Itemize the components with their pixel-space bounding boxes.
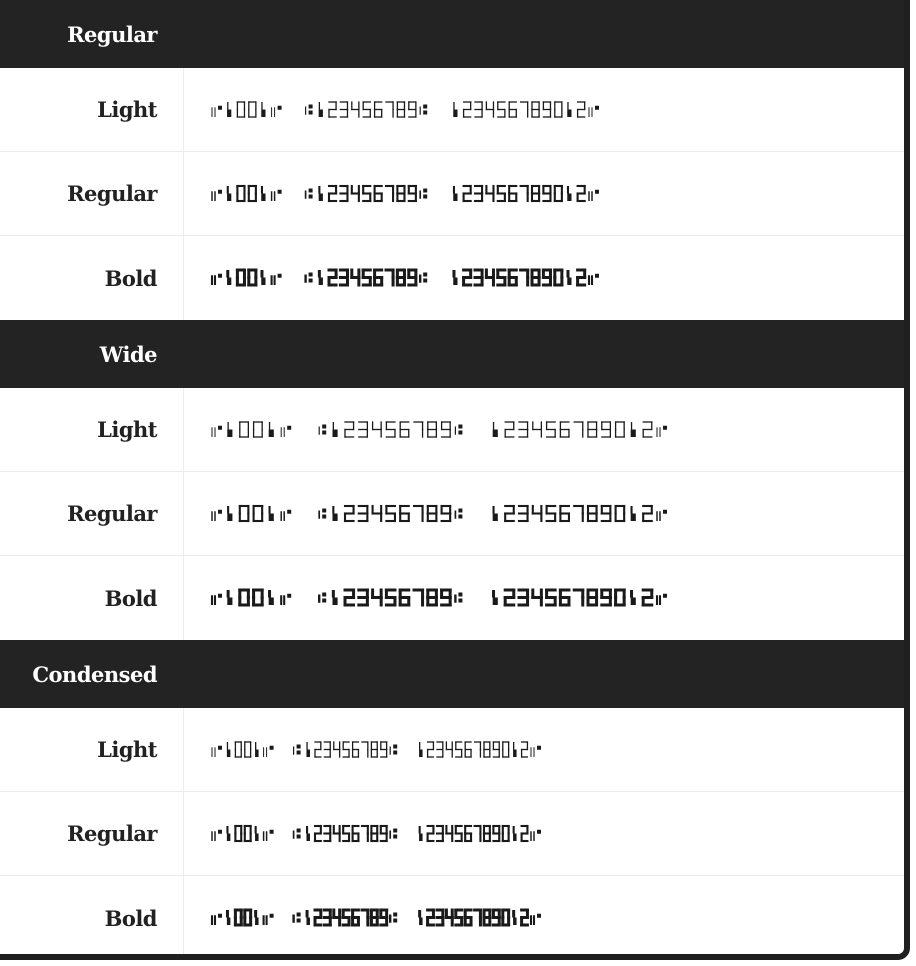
- glyph-specimen-svg: [210, 182, 605, 206]
- section-header-wide: [0, 320, 904, 388]
- glyph-digit-one: [419, 833, 422, 841]
- guard-dot: [218, 594, 222, 598]
- glyph-sample: [184, 708, 547, 791]
- specimen-row: [0, 152, 904, 236]
- guard-dot: [537, 829, 541, 833]
- glyph-digit-one: [513, 749, 516, 757]
- weight-label: Light: [0, 68, 184, 151]
- glyph-specimen-svg: [210, 266, 605, 290]
- weight-label: Bold: [0, 236, 184, 320]
- glyph-digit-one: [269, 429, 274, 437]
- guard-dot: [287, 594, 291, 598]
- guard-dot: [297, 828, 301, 832]
- guard-dot: [423, 194, 427, 198]
- glyph-digit-one: [419, 749, 422, 757]
- glyph-specimen-svg: [210, 98, 605, 122]
- guard-dot: [393, 750, 397, 754]
- guard-dot: [537, 745, 541, 749]
- guard-dot: [218, 745, 222, 749]
- guard-dot: [297, 919, 301, 923]
- specimen-row: [0, 708, 904, 792]
- glyph-digit-one: [567, 109, 571, 117]
- glyph-specimen-svg: [210, 906, 547, 930]
- guard-dot: [218, 189, 222, 193]
- glyph-specimen-svg: [210, 822, 547, 846]
- glyph-digit-one: [332, 513, 337, 521]
- glyph-sample: [184, 236, 605, 320]
- glyph-digit-one: [319, 278, 323, 286]
- glyph-digit-one: [227, 513, 232, 521]
- guard-dot: [309, 194, 313, 198]
- guard-dot: [393, 744, 397, 748]
- glyph-digit-one: [269, 513, 274, 521]
- glyph-digit-one: [319, 193, 323, 201]
- specimen-row: [0, 556, 904, 640]
- guard-dot: [287, 509, 291, 513]
- guard-dot: [423, 110, 427, 114]
- guard-dot: [393, 913, 397, 917]
- glyph-sample: [184, 556, 674, 640]
- glyph-sample: [184, 152, 605, 235]
- guard-dot: [309, 104, 313, 108]
- glyph-digit-one: [255, 833, 258, 841]
- glyph-digit-one: [493, 429, 498, 437]
- guard-dot: [322, 424, 326, 428]
- guard-dot: [218, 105, 222, 109]
- guard-dot: [218, 914, 222, 918]
- specimen-row: [0, 236, 904, 320]
- guard-dot: [322, 599, 326, 603]
- section-header-condensed: [0, 640, 904, 708]
- guard-dot: [218, 829, 222, 833]
- glyph-digit-one: [227, 278, 231, 286]
- guard-dot: [309, 273, 313, 277]
- glyph-digit-one: [567, 193, 571, 201]
- guard-dot: [297, 750, 301, 754]
- guard-dot: [458, 508, 462, 512]
- glyph-specimen-svg: [210, 738, 547, 762]
- glyph-digit-one: [269, 598, 274, 606]
- glyph-digit-one: [453, 109, 457, 117]
- guard-dot: [218, 274, 222, 278]
- guard-dot: [458, 430, 462, 434]
- glyph-digit-one: [306, 749, 309, 757]
- guard-dot: [309, 188, 313, 192]
- guard-dot: [218, 509, 222, 513]
- glyph-specimen-svg: [210, 586, 674, 610]
- guard-dot: [393, 919, 397, 923]
- glyph-digit-one: [631, 513, 636, 521]
- glyph-digit-one: [227, 598, 232, 606]
- guard-dot: [322, 593, 326, 597]
- glyph-digit-one: [227, 429, 232, 437]
- guard-dot: [595, 105, 599, 109]
- specimen-row: [0, 388, 904, 472]
- guard-dot: [322, 508, 326, 512]
- guard-dot: [270, 745, 274, 749]
- glyph-digit-one: [227, 109, 231, 117]
- guard-dot: [297, 913, 301, 917]
- weight-label: Light: [0, 708, 184, 791]
- weight-label: Bold: [0, 876, 184, 960]
- weight-label: Regular: [0, 472, 184, 555]
- specimen-row: [0, 68, 904, 152]
- glyph-digit-one: [513, 918, 516, 926]
- glyph-specimen-svg: [210, 418, 674, 442]
- guard-dot: [595, 189, 599, 193]
- guard-dot: [458, 514, 462, 518]
- guard-dot: [663, 509, 667, 513]
- section-title: Condensed: [32, 661, 157, 687]
- guard-dot: [309, 279, 313, 283]
- weight-label: Bold: [0, 556, 184, 640]
- guard-dot: [663, 425, 667, 429]
- glyph-digit-one: [332, 598, 337, 606]
- glyph-sample: [184, 388, 674, 471]
- guard-dot: [309, 110, 313, 114]
- guard-dot: [322, 430, 326, 434]
- glyph-digit-one: [493, 598, 498, 606]
- glyph-digit-one: [332, 429, 337, 437]
- specimen-row: [0, 472, 904, 556]
- specimen-row: [0, 876, 904, 960]
- glyph-sample: [184, 472, 674, 555]
- glyph-digit-one: [631, 598, 636, 606]
- guard-dot: [297, 744, 301, 748]
- guard-dot: [393, 828, 397, 832]
- guard-dot: [218, 425, 222, 429]
- glyph-digit-one: [493, 513, 498, 521]
- glyph-digit-one: [306, 918, 309, 926]
- glyph-digit-one: [255, 918, 258, 926]
- guard-dot: [278, 274, 282, 278]
- section-title: Wide: [99, 341, 157, 367]
- specimen-row: [0, 792, 904, 876]
- guard-dot: [458, 593, 462, 597]
- weight-label: Regular: [0, 152, 184, 235]
- guard-dot: [423, 104, 427, 108]
- guard-dot: [270, 914, 274, 918]
- glyph-digit-one: [227, 918, 230, 926]
- guard-dot: [287, 425, 291, 429]
- glyph-digit-one: [227, 749, 230, 757]
- guard-dot: [458, 599, 462, 603]
- glyph-specimen-svg: [210, 502, 674, 526]
- glyph-digit-one: [227, 833, 230, 841]
- glyph-digit-one: [261, 109, 265, 117]
- guard-dot: [393, 834, 397, 838]
- glyph-digit-one: [453, 193, 457, 201]
- glyph-digit-one: [261, 193, 265, 201]
- glyph-digit-one: [306, 833, 309, 841]
- guard-dot: [423, 188, 427, 192]
- guard-dot: [423, 273, 427, 277]
- glyph-digit-one: [227, 193, 231, 201]
- guard-dot: [297, 834, 301, 838]
- guard-dot: [458, 424, 462, 428]
- guard-dot: [322, 514, 326, 518]
- guard-dot: [270, 829, 274, 833]
- glyph-digit-one: [631, 429, 636, 437]
- guard-dot: [423, 279, 427, 283]
- glyph-digit-one: [261, 278, 265, 286]
- weight-label: Light: [0, 388, 184, 471]
- glyph-digit-one: [513, 833, 516, 841]
- glyph-sample: [184, 876, 547, 960]
- glyph-digit-one: [567, 278, 571, 286]
- glyph-digit-one: [255, 749, 258, 757]
- glyph-digit-one: [319, 109, 323, 117]
- guard-dot: [595, 274, 599, 278]
- guard-dot: [278, 105, 282, 109]
- section-title: Regular: [67, 21, 157, 47]
- section-rows-wide: [0, 388, 904, 640]
- weight-label: Regular: [0, 792, 184, 875]
- section-header-regular: [0, 0, 904, 68]
- section-rows-regular: [0, 68, 904, 320]
- section-rows-condensed: [0, 708, 904, 960]
- guard-dot: [663, 594, 667, 598]
- glyph-digit-one: [453, 278, 457, 286]
- guard-dot: [278, 189, 282, 193]
- glyph-digit-one: [419, 918, 422, 926]
- guard-dot: [537, 914, 541, 918]
- glyph-sample: [184, 792, 547, 875]
- glyph-sample: [184, 68, 605, 151]
